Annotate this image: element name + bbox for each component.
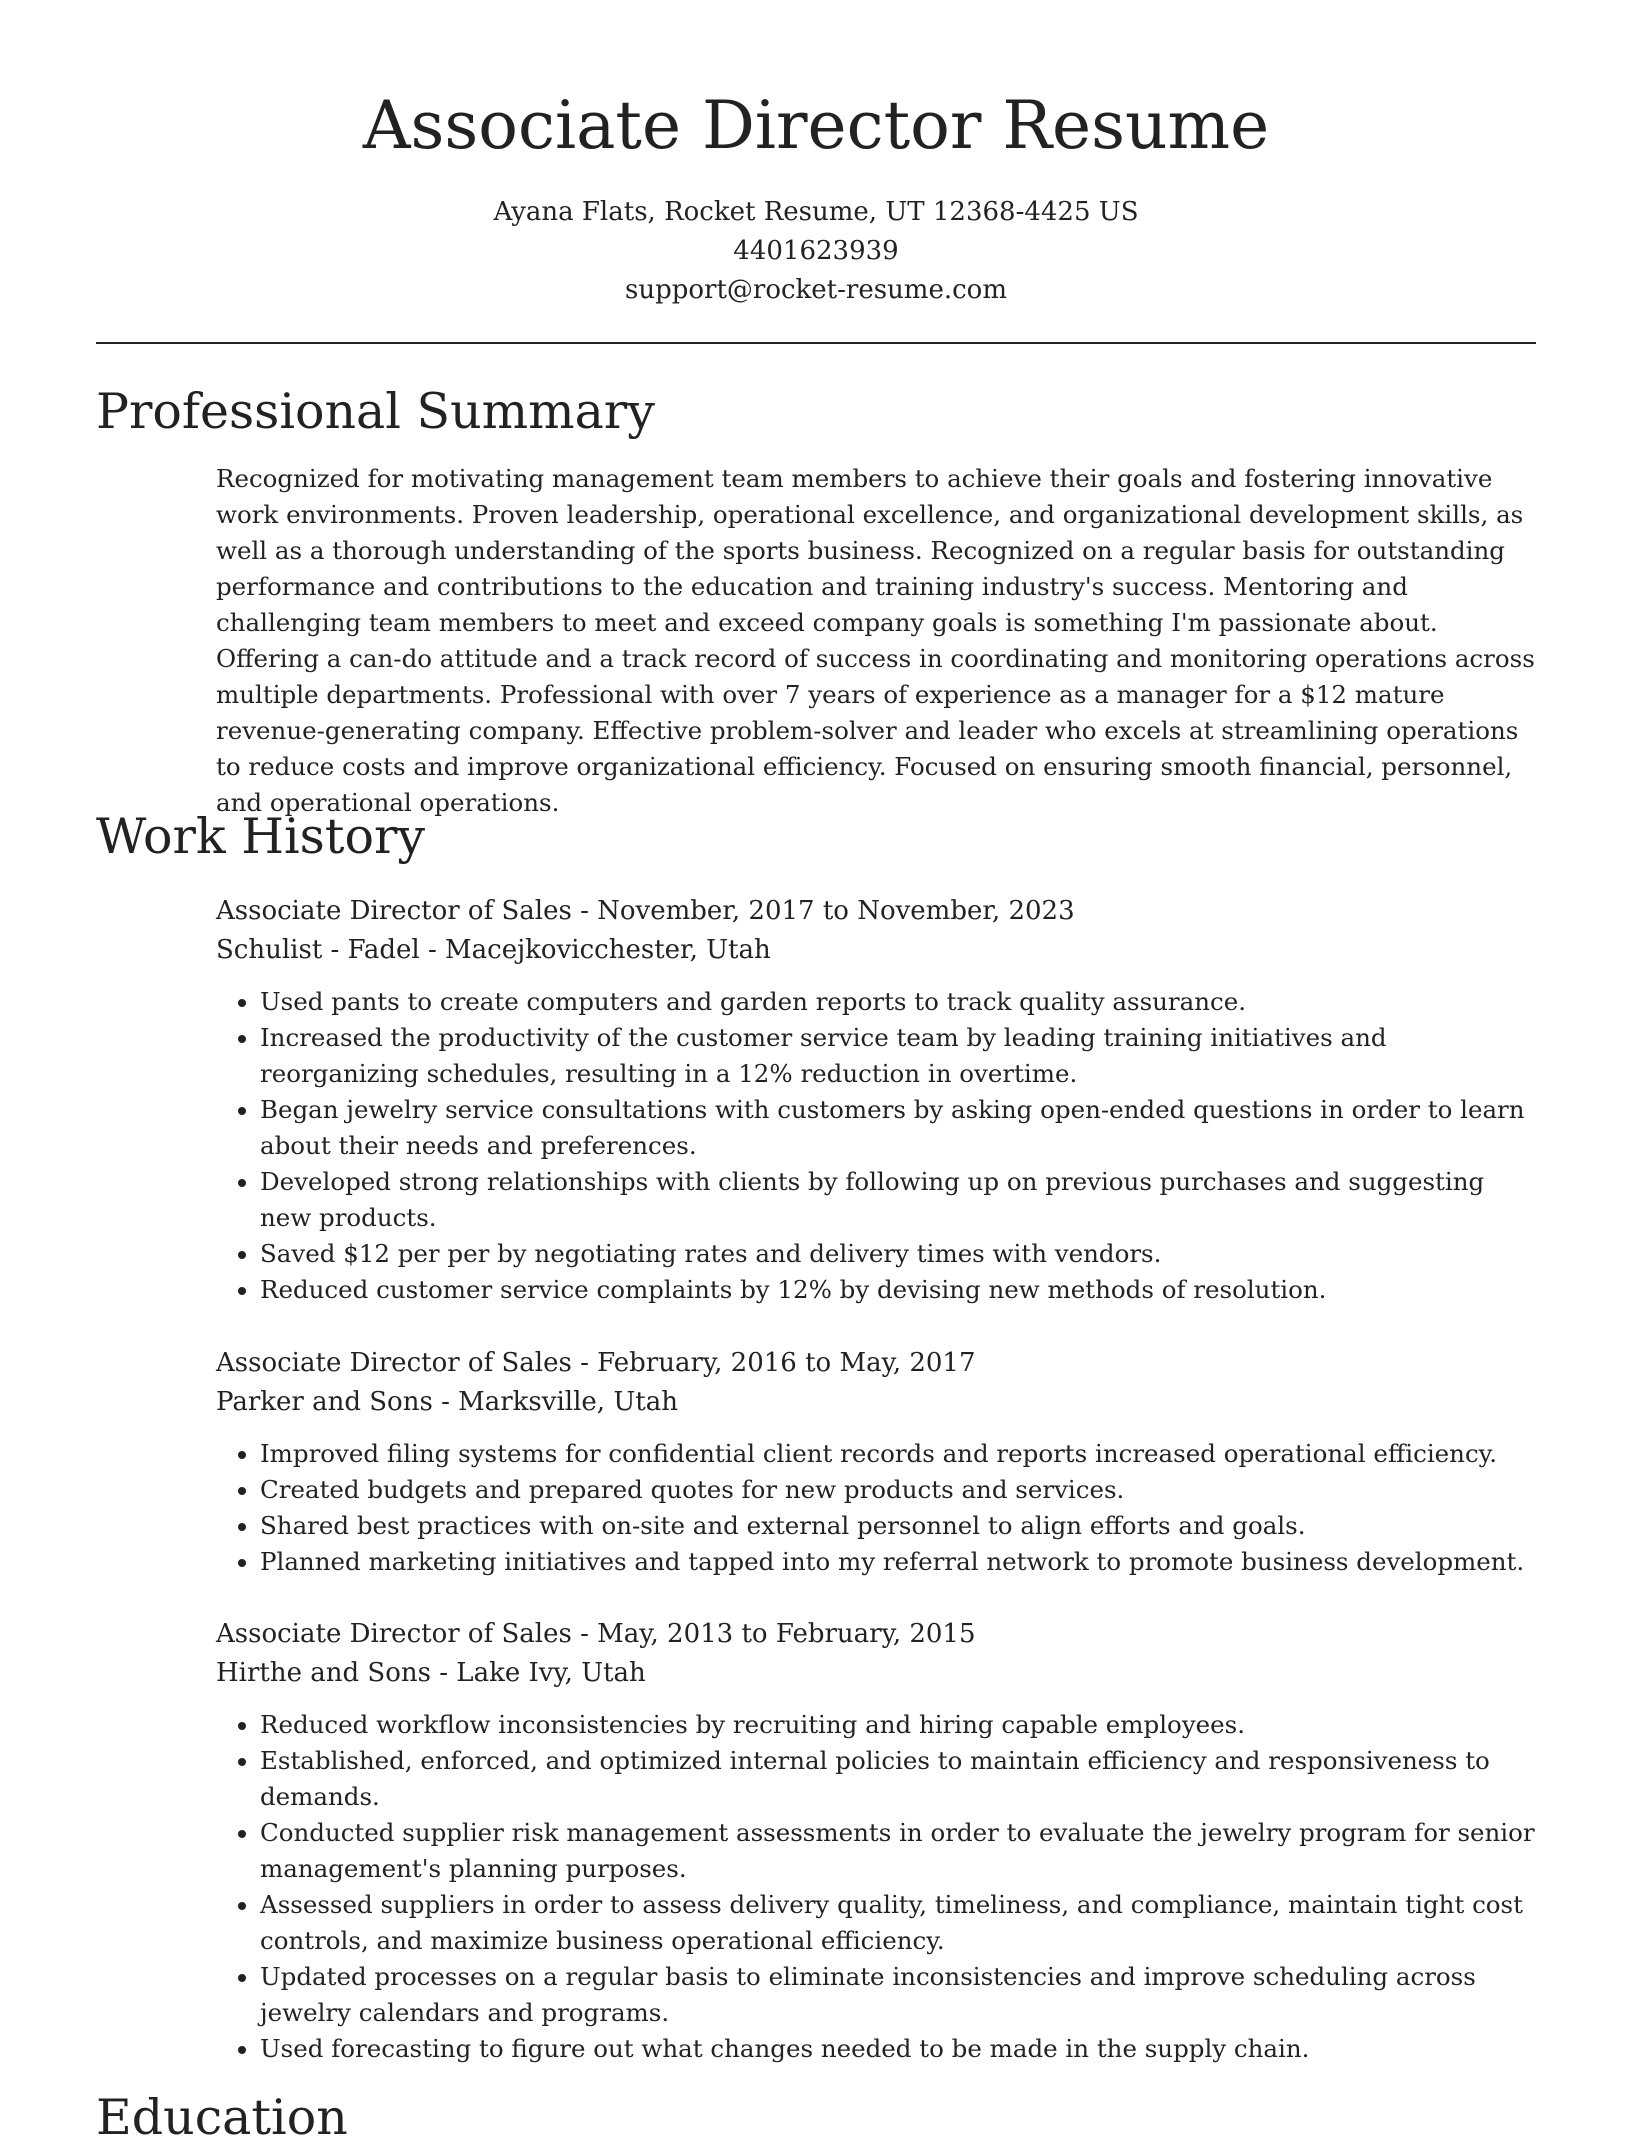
job-entry [216, 1615, 1536, 2067]
job-bullet: • Developed strong relationships with clients by following up on previous purchases and suggesting new products. [260, 1164, 1536, 1236]
job-dates: - November, 2017 to November, 2023 [571, 896, 1075, 926]
job-title: Associate Director of Sales [216, 1348, 572, 1378]
job-bullet: • Used pants to create computers and garden reports to track quality assurance. [260, 984, 1536, 1020]
job-bullet: • Reduced workflow inconsistencies by recruiting and hiring capable employees. [260, 1707, 1536, 1743]
job-bullet: • Reduced customer service complaints by 12% by devising new methods of resolution. [260, 1272, 1536, 1308]
job-bullets [216, 1436, 1536, 1580]
resume-title: Associate Director Resume [362, 87, 1270, 164]
job-bullet: • Began jewelry service consultations with customers by asking open-ended questions in order to learn about their needs and preferences. [260, 1092, 1536, 1164]
job-bullet: • Shared best practices with on-site and external personnel to align efforts and goals. [260, 1508, 1536, 1544]
job-bullet: • Created budgets and prepared quotes for new products and services. [260, 1472, 1536, 1508]
contact-phone: 4401623939 [733, 236, 899, 266]
job-location: - Lake Ivy, Utah [430, 1658, 646, 1688]
job-bullet: • Planned marketing initiatives and tapped into my referral network to promote business development. [260, 1544, 1536, 1580]
job-title: Associate Director of Sales [216, 896, 572, 926]
job-title-line [216, 1615, 1536, 1654]
summary-heading: Professional Summary [96, 383, 655, 440]
summary-text: Recognized for motivating management team members to achieve their goals and fostering innovative work environments. Proven leadership, operational excellence, and organizational development skills, as well as a thorough understanding of the sports business. Recognized on a regular basis for outstanding performance and contributions to the education and training industry's success. Mentoring and challenging team members to meet and exceed company goals is something I'm passionate about. Offering a can-do attitude and a track record of success in coordinating and monitoring operations across multiple departments. Professional with over 7 years of experience as a manager for a $12 mature revenue-generating company. Effective problem-solver and leader who excels at streamlining operations to reduce costs and improve organizational efficiency. Focused on ensuring smooth financial, personnel, and operational operations. [216, 464, 1535, 817]
header-divider [96, 342, 1536, 344]
job-bullet: • Established, enforced, and optimized internal policies to maintain efficiency and responsiveness to demands. [260, 1743, 1536, 1815]
job-company: Hirthe and Sons [216, 1658, 431, 1688]
job-location: - Marksville, Utah [432, 1387, 678, 1417]
contact-block [0, 193, 1632, 310]
job-bullet: • Saved $12 per per by negotiating rates and delivery times with vendors. [260, 1236, 1536, 1272]
contact-address: Ayana Flats, Rocket Resume, UT 12368-4425 US [493, 197, 1139, 227]
job-entry [216, 892, 1536, 1308]
job-bullets [216, 984, 1536, 1308]
job-title-line [216, 1344, 1536, 1383]
job-bullet: • Increased the productivity of the customer service team by leading training initiatives and reorganizing schedules, resulting in a 12% reduction in overtime. [260, 1020, 1536, 1092]
job-bullet: • Improved filing systems for confidential client records and reports increased operational efficiency. [260, 1436, 1536, 1472]
job-company: Parker and Sons [216, 1387, 433, 1417]
job-company-line [216, 1654, 1536, 1693]
job-location: - Macejkovicchester, Utah [419, 935, 771, 965]
job-dates: - May, 2013 to February, 2015 [571, 1619, 976, 1649]
job-company-line [216, 1383, 1536, 1422]
job-dates: - February, 2016 to May, 2017 [571, 1348, 976, 1378]
education-heading: Education [96, 2089, 348, 2146]
job-bullet: • Conducted supplier risk management assessments in order to evaluate the jewelry program for senior management's planning purposes. [260, 1815, 1536, 1887]
job-bullet: • Used forecasting to figure out what changes needed to be made in the supply chain. [260, 2031, 1536, 2067]
job-title-line [216, 892, 1536, 931]
job-bullet: • Assessed suppliers in order to assess delivery quality, timeliness, and compliance, maintain tight cost controls, and maximize business operational efficiency. [260, 1887, 1536, 1959]
job-entry [216, 1344, 1536, 1580]
job-bullets [216, 1707, 1536, 2067]
work-history-heading: Work History [96, 808, 426, 865]
job-title: Associate Director of Sales [216, 1619, 572, 1649]
job-bullet: • Updated processes on a regular basis to eliminate inconsistencies and improve scheduling across jewelry calendars and programs. [260, 1959, 1536, 2031]
contact-email: support@rocket-resume.com [624, 275, 1007, 305]
job-company: Schulist - Fadel [216, 935, 420, 965]
job-company-line [216, 931, 1536, 970]
